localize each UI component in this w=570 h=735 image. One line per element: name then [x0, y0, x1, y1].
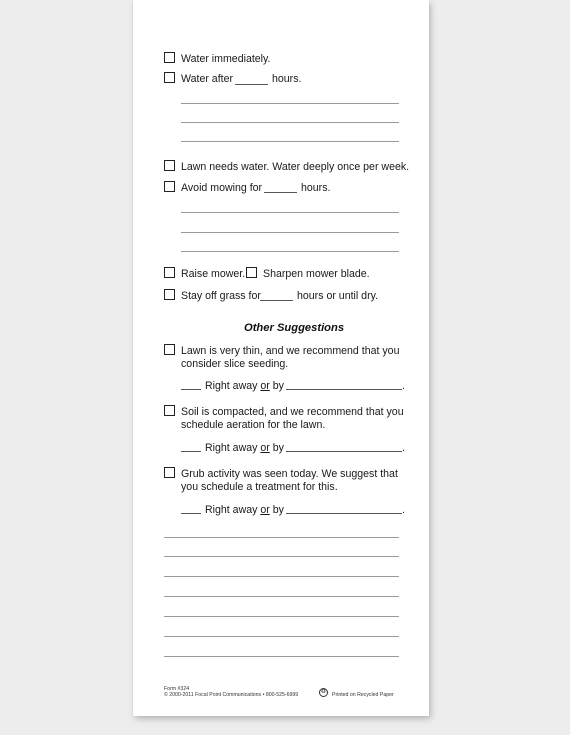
grub-treatment-checkbox[interactable] — [164, 467, 175, 478]
stay-off-hours-blank[interactable] — [260, 300, 293, 301]
water-after-label: Water after — [181, 73, 234, 85]
stay-off-hours-label: hours or until dry. — [297, 290, 379, 302]
notes-line[interactable] — [164, 576, 399, 577]
right-away-label: Right away or by — [205, 504, 284, 516]
notes-line[interactable] — [181, 232, 399, 233]
period: . — [402, 442, 405, 454]
recycled-paper-text: Printed on Recycled Paper — [332, 692, 394, 698]
right-away-label: Right away or by — [205, 380, 284, 392]
right-away-blank[interactable] — [181, 451, 201, 452]
right-away-label: Right away or by — [205, 442, 284, 454]
slice-seeding-checkbox[interactable] — [164, 344, 175, 355]
by-date-blank[interactable] — [286, 451, 402, 452]
stay-off-grass-label: Stay off grass for — [181, 290, 261, 302]
aeration-line2: schedule aeration for the lawn. — [181, 419, 326, 431]
stay-off-grass-checkbox[interactable] — [164, 289, 175, 300]
by-date-blank[interactable] — [286, 513, 402, 514]
avoid-mowing-checkbox[interactable] — [164, 181, 175, 192]
period: . — [402, 380, 405, 392]
aeration-line1: Soil is compacted, and we recommend that you — [181, 406, 404, 418]
grub-line2: you schedule a treatment for this. — [181, 481, 338, 493]
by-date-blank[interactable] — [286, 389, 402, 390]
raise-mower-label: Raise mower. — [181, 268, 246, 280]
sharpen-blade-label: Sharpen mower blade. — [263, 268, 370, 280]
notes-line[interactable] — [164, 636, 399, 637]
notes-line[interactable] — [164, 616, 399, 617]
aeration-checkbox[interactable] — [164, 405, 175, 416]
notes-line[interactable] — [181, 122, 399, 123]
form-number: Form #324 — [164, 686, 190, 692]
water-immediately-checkbox[interactable] — [164, 52, 175, 63]
sharpen-blade-checkbox[interactable] — [246, 267, 257, 278]
notes-line[interactable] — [181, 212, 399, 213]
form-sheet — [133, 0, 429, 716]
other-suggestions-heading: Other Suggestions — [244, 322, 345, 334]
notes-line[interactable] — [164, 656, 399, 657]
notes-line[interactable] — [181, 141, 399, 142]
water-immediately-label: Water immediately. — [181, 53, 271, 65]
notes-line[interactable] — [164, 537, 399, 538]
notes-line[interactable] — [181, 103, 399, 104]
grub-line1: Grub activity was seen today. We suggest that — [181, 468, 398, 480]
raise-mower-checkbox[interactable] — [164, 267, 175, 278]
avoid-mowing-hours-label: hours. — [301, 182, 331, 194]
notes-line[interactable] — [164, 556, 399, 557]
water-after-hours-blank[interactable] — [235, 84, 268, 85]
lawn-needs-water-label: Lawn needs water. Water deeply once per week. — [181, 161, 410, 173]
lawn-needs-water-checkbox[interactable] — [164, 160, 175, 171]
copyright-text: © 2000-2011 Focal Point Communications • 800-525-6999 — [164, 692, 299, 698]
notes-line[interactable] — [181, 251, 399, 252]
recycle-icon: ♻ — [320, 689, 327, 695]
slice-seeding-line2: consider slice seeding. — [181, 358, 289, 370]
slice-seeding-line1: Lawn is very thin, and we recommend that you — [181, 345, 400, 357]
right-away-blank[interactable] — [181, 389, 201, 390]
avoid-mowing-hours-blank[interactable] — [264, 192, 297, 193]
water-after-checkbox[interactable] — [164, 72, 175, 83]
notes-line[interactable] — [164, 596, 399, 597]
water-after-hours-label: hours. — [272, 73, 302, 85]
period: . — [402, 504, 405, 516]
avoid-mowing-label: Avoid mowing for — [181, 182, 263, 194]
right-away-blank[interactable] — [181, 513, 201, 514]
